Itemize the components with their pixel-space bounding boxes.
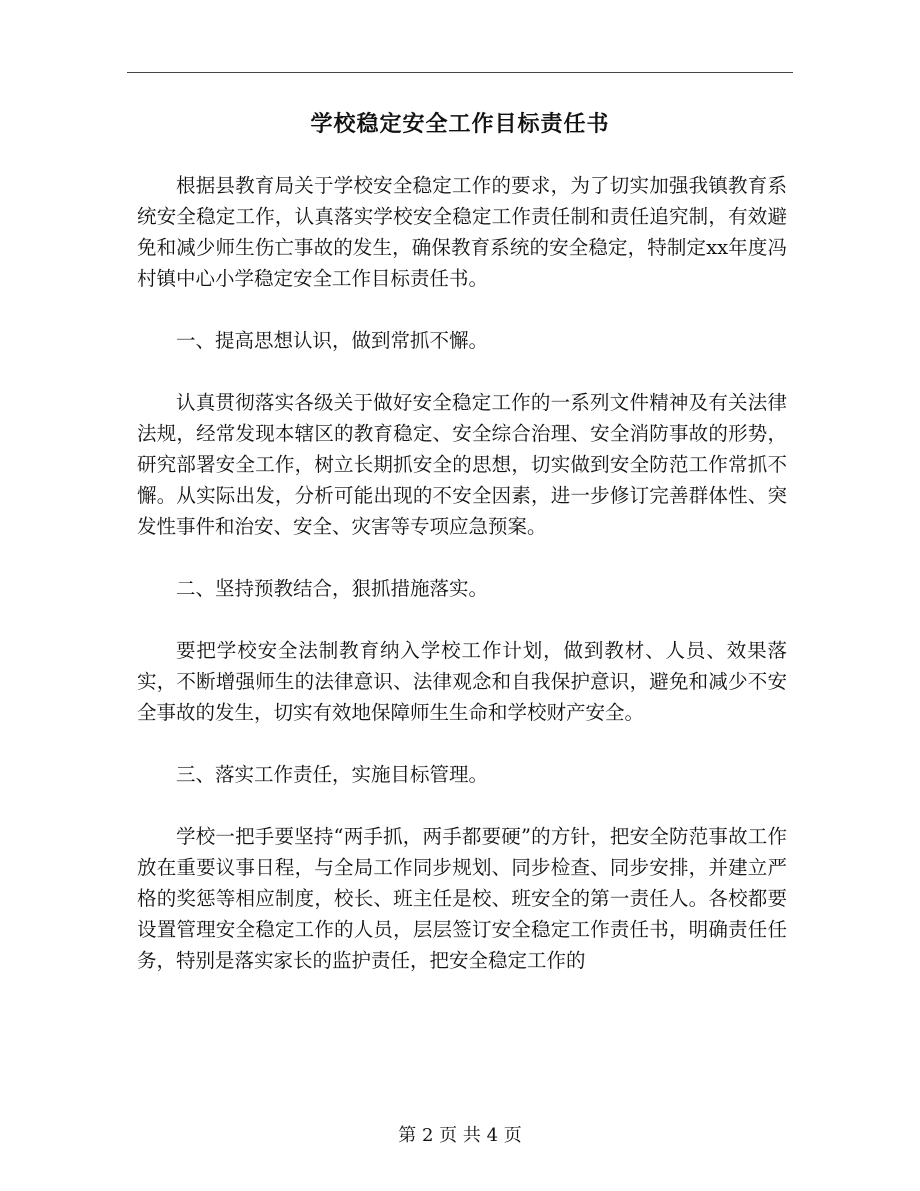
section-paragraph-2: 要把学校安全法制教育纳入学校工作计划，做到教材、人员、效果落实，不断增强师生的法律意识、法律观念和自我保护意识，避免和减少不安全事故的发生，切实有效地保障师生生命和学校财产安全。 bbox=[137, 639, 787, 724]
section-paragraph-3: 学校一把手要坚持“两手抓，两手都要硬”的方针，把安全防范事故工作放在重要议事日程，与全局工作同步规划、同步检查、同步安排，并建立严格的奖惩等相应制度，校长、班主任是校、班安全的第一责任人。各校都要设置管理安全稳定工作的人员，层层签订安全稳定工作责任书，明确责任任务，特别是落实家长的监护责任，把安全稳定工作的 bbox=[137, 825, 787, 972]
section-heading-1: 一、提高思想认识，做到常抓不懈。 bbox=[176, 329, 489, 352]
page-number-footer bbox=[0, 1124, 920, 1148]
document-body bbox=[137, 170, 787, 976]
page-number-label: 第 2 页 共 4 页 bbox=[398, 1125, 522, 1146]
document-title: 学校稳定安全工作目标责任书 bbox=[310, 111, 610, 137]
intro-paragraph: 根据县教育局关于学校安全稳定工作的要求，为了切实加强我镇教育系统安全稳定工作，认真落实学校安全稳定工作责任制和责任追究制，有效避免和减少师生伤亡事故的发生，确保教育系统的安全稳定，特制定xx年度冯村镇中心小学稳定安全工作目标责任书。 bbox=[137, 174, 787, 290]
section-heading-3: 三、落实工作责任，实施目标管理。 bbox=[176, 763, 489, 786]
section-heading-2: 二、坚持预教结合，狠抓措施落实。 bbox=[176, 577, 489, 600]
header-rule bbox=[127, 72, 793, 73]
section-paragraph-1: 认真贯彻落实各级关于做好安全稳定工作的一系列文件精神及有关法律法规，经常发现本辖区的教育稳定、安全综合治理、安全消防事故的形势，研究部署安全工作，树立长期抓安全的思想，切实做到安全防范工作常抓不懈。从实际出发，分析可能出现的不安全因素，进一步修订完善群体性、突发性事件和治安、安全、灾害等专项应急预案。 bbox=[137, 391, 787, 538]
